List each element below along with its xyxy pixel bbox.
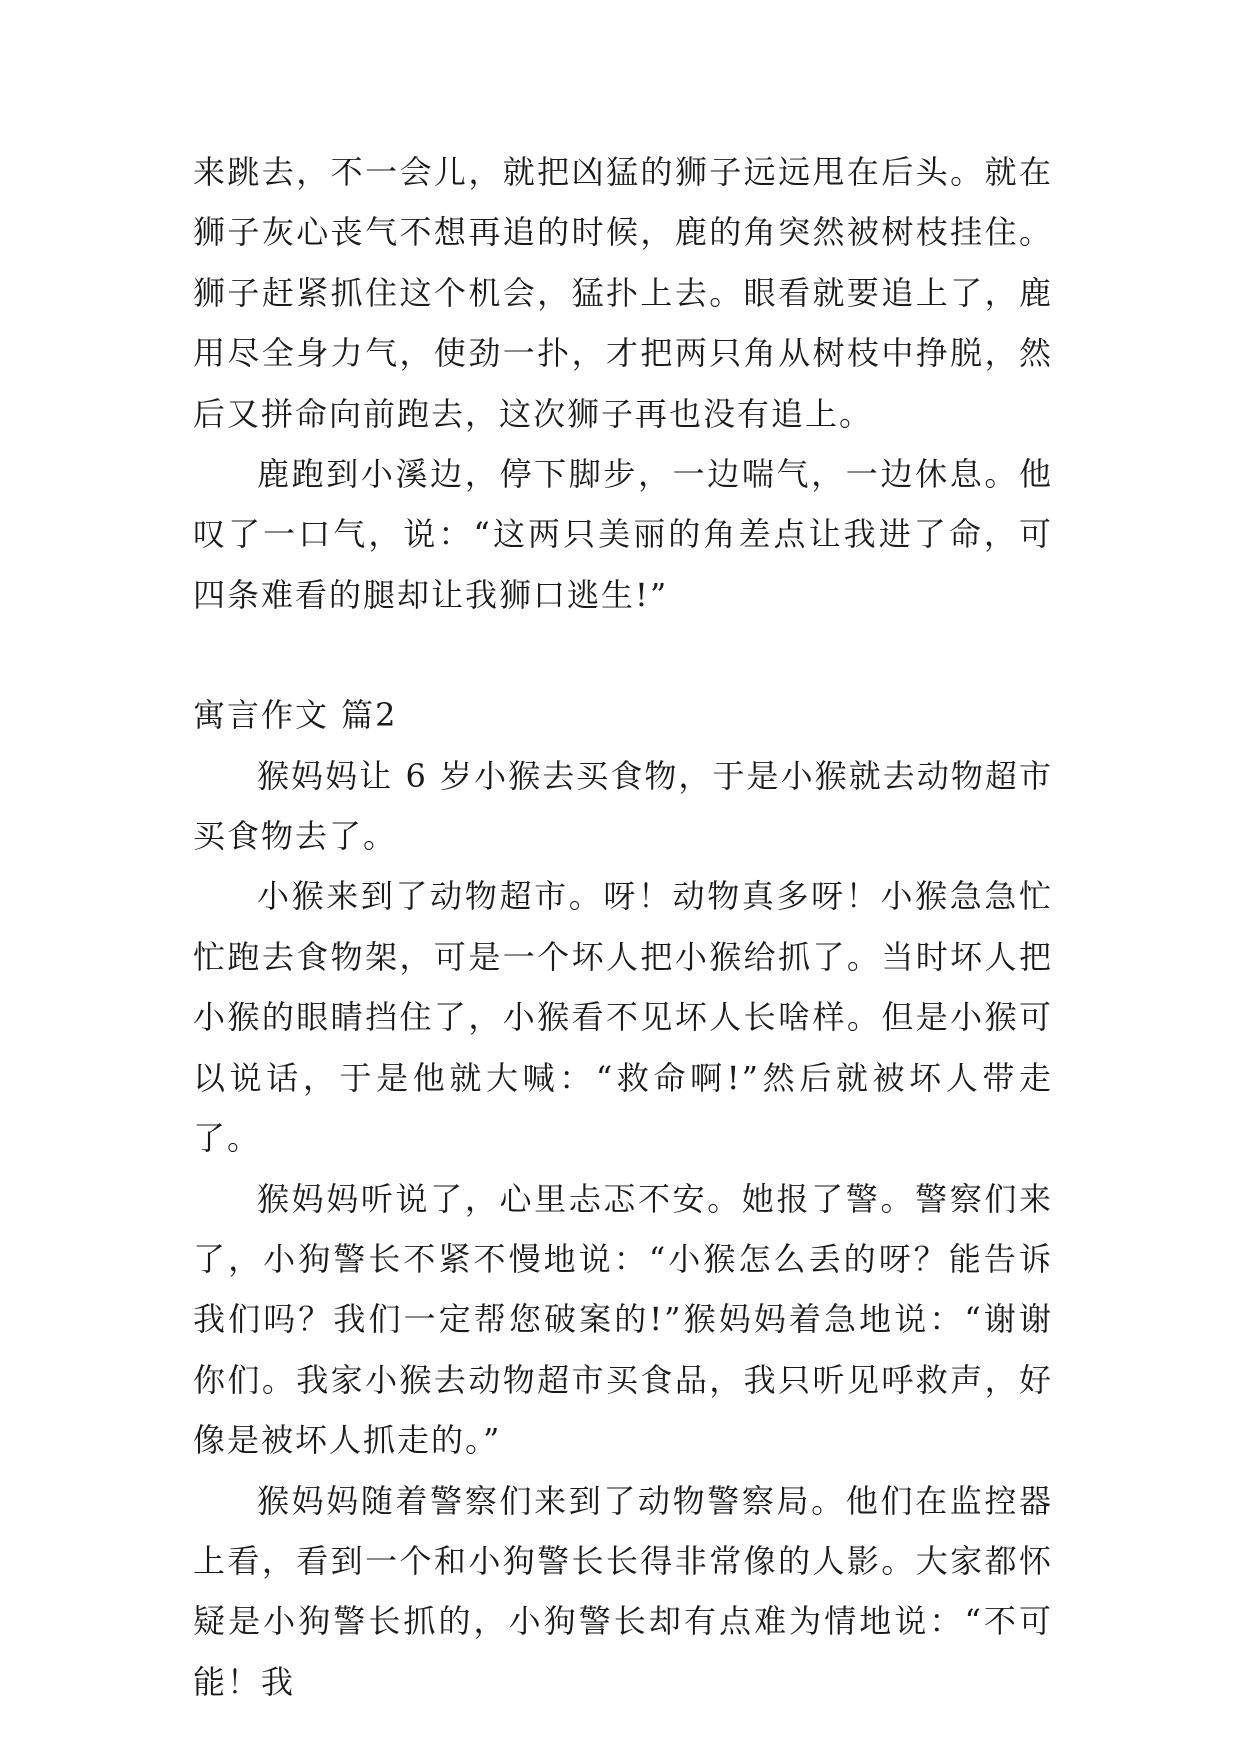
paragraph: 猴妈妈听说了，心里忐忑不安。她报了警。警察们来了，小狗警长不紧不慢地说：“小猴怎么丢的呀？能告诉我们吗？我们一定帮您破案的!”猴妈妈着急地说：“谢谢你们。我家小猴去动物超市买食品，我只听见呼救声，好像是被坏人抓走的。” xyxy=(193,1179,1053,1460)
paragraph: 小猴来到了动物超市。呀！动物真多呀！小猴急急忙忙跑去食物架，可是一个坏人把小猴给抓了。当时坏人把小猴的眼睛挡住了，小猴看不见坏人长啥样。但是小猴可以说话，于是他就大喊：“救命啊!”然后就被坏人带走了。 xyxy=(193,877,1053,1158)
paragraph: 猴妈妈随着警察们来到了动物警察局。他们在监控器上看，看到一个和小狗警长长得非常像的人影。大家都怀疑是小狗警长抓的，小狗警长却有点难为情地说：“不可能！我 xyxy=(193,1481,1053,1701)
section-spacer xyxy=(193,625,1053,685)
paragraph-continued: 来跳去，不一会儿，就把凶猛的狮子远远甩在后头。就在狮子灰心丧气不想再追的时候，鹿的角突然被树枝挂住。狮子赶紧抓住这个机会，猛扑上去。眼看就要追上了，鹿用尽全身力气，使劲一扑，才把两只角从树枝中挣脱，然后又拼命向前跑去，这次狮子再也没有追上。 xyxy=(193,153,1053,433)
document-body xyxy=(193,142,1053,1712)
paragraph: 鹿跑到小溪边，停下脚步，一边喘气，一边休息。他叹了一口气，说：“这两只美丽的角差点让我进了命，可四条难看的腿却让我狮口逃生!” xyxy=(193,455,1053,614)
section-heading: 寓言作文 篇2 xyxy=(193,696,398,735)
paragraph: 猴妈妈让 6 岁小猴去买食物，于是小猴就去动物超市买食物去了。 xyxy=(193,756,1053,856)
